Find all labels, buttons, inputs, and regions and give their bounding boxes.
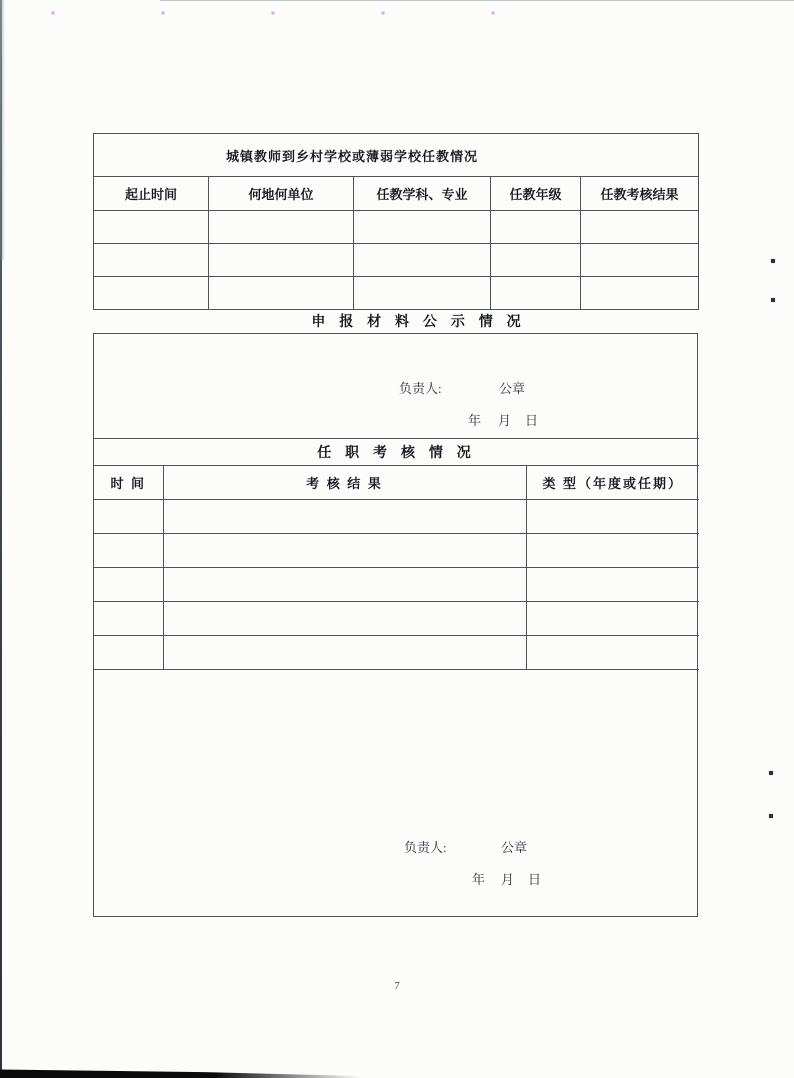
table-cell	[94, 602, 163, 636]
signer-label: 负责人:	[399, 381, 442, 396]
assessment-signature-area	[94, 670, 697, 916]
table-row	[94, 636, 699, 670]
table-cell	[354, 211, 491, 244]
table-cell	[163, 568, 526, 602]
table-cell	[94, 277, 209, 310]
scan-artifact-dot	[769, 771, 773, 775]
table-cell	[491, 211, 581, 244]
date-year-label: 年	[472, 872, 486, 887]
assessment-table	[94, 438, 699, 670]
table-cell	[526, 534, 699, 568]
date-year-label: 年	[468, 413, 482, 428]
table-cell	[163, 602, 526, 636]
column-header-result: 考 核 结 果	[163, 466, 526, 500]
table-cell	[526, 500, 699, 534]
table-cell	[163, 636, 526, 670]
column-header-grade: 任教年级	[491, 177, 581, 211]
column-header-place-unit: 何地何单位	[209, 177, 354, 211]
table-row	[94, 602, 699, 636]
page-number: 7	[394, 980, 400, 992]
column-header-type: 类 型（年度或任期）	[526, 466, 699, 500]
scan-edge-left-shadow	[0, 0, 5, 260]
table-cell	[94, 244, 209, 277]
table-cell	[526, 602, 699, 636]
table-cell	[354, 244, 491, 277]
publicity-signature-area	[94, 334, 697, 438]
table-cell	[163, 500, 526, 534]
table-row	[94, 244, 699, 277]
table-cell	[94, 636, 163, 670]
table-cell	[526, 636, 699, 670]
table-cell	[581, 244, 699, 277]
scan-artifact-dot	[771, 298, 775, 302]
table-cell	[94, 500, 163, 534]
table-row	[94, 277, 699, 310]
column-header-assessment-result: 任教考核结果	[581, 177, 699, 211]
scan-artifact-pink-dot	[51, 11, 55, 15]
rural-teaching-table-title: 城镇教师到乡村学校或薄弱学校任教情况	[94, 134, 699, 177]
date-month-label: 月	[498, 413, 512, 428]
publicity-section-heading: 申 报 材 料 公 示 情 况	[311, 313, 526, 329]
signer-label: 负责人:	[404, 840, 447, 855]
table-cell	[94, 568, 163, 602]
date-day-label: 日	[528, 872, 542, 887]
date-month-label: 月	[501, 872, 515, 887]
table-cell	[94, 534, 163, 568]
table-cell	[354, 277, 491, 310]
table-title-row	[94, 134, 699, 177]
column-header-time: 时 间	[94, 466, 163, 500]
rural-teaching-table	[93, 133, 699, 310]
table-cell	[209, 211, 354, 244]
scan-artifact-pink-dot	[491, 11, 495, 15]
table-header-row	[94, 466, 699, 500]
scan-artifact-dot	[769, 814, 773, 818]
table-row	[94, 500, 699, 534]
table-cell	[581, 211, 699, 244]
assessment-heading-row	[94, 439, 699, 466]
official-seal-label: 公章	[501, 840, 528, 855]
table-cell	[163, 534, 526, 568]
official-seal-label: 公章	[499, 381, 526, 396]
table-row	[94, 568, 699, 602]
table-row	[94, 211, 699, 244]
table-cell	[491, 277, 581, 310]
scan-edge-top	[160, 0, 794, 1]
table-cell	[581, 277, 699, 310]
assessment-section-heading: 任 职 考 核 情 况	[94, 439, 699, 466]
column-header-start-end-time: 起止时间	[94, 177, 209, 211]
scan-artifact-pink-dot	[161, 11, 165, 15]
scan-artifact-pink-dot	[381, 11, 385, 15]
scan-smudge-bottom-left	[0, 1069, 372, 1078]
table-header-row	[94, 177, 699, 211]
table-cell	[209, 277, 354, 310]
scan-artifact-dot	[771, 259, 775, 263]
scan-artifact-pink-dot	[271, 11, 275, 15]
column-header-subject: 任教学科、专业	[354, 177, 491, 211]
table-cell	[491, 244, 581, 277]
publicity-and-assessment-box	[93, 333, 698, 917]
date-day-label: 日	[525, 413, 539, 428]
table-cell	[526, 568, 699, 602]
table-cell	[209, 244, 354, 277]
table-row	[94, 534, 699, 568]
table-cell	[94, 211, 209, 244]
